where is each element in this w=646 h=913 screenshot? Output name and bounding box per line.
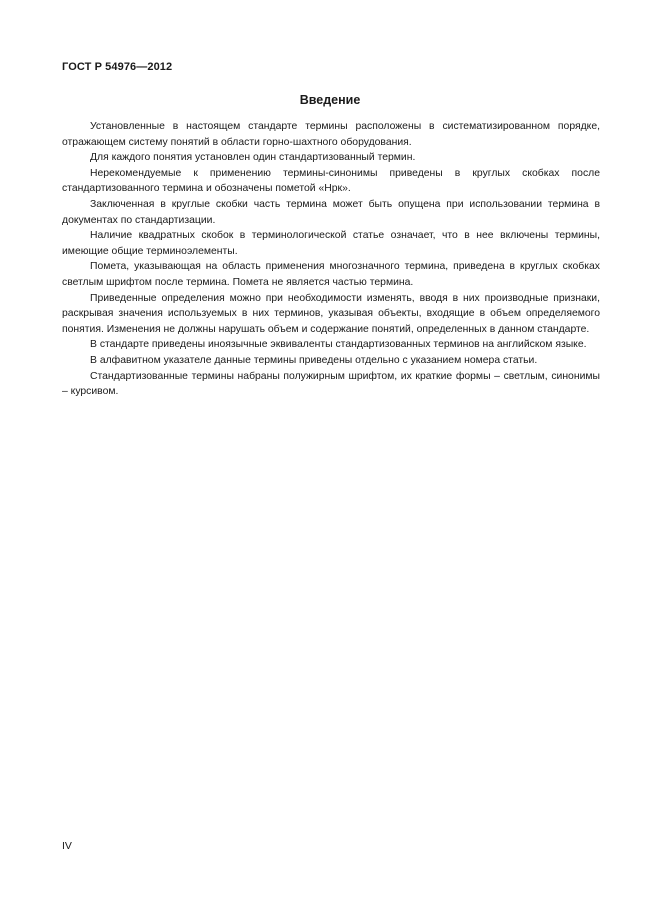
paragraph: В алфавитном указателе данные термины приведены отдельно с указанием номера статьи. bbox=[90, 354, 538, 366]
paragraph: Установленные в настоящем стандарте термины расположены в систематизированном порядке, отражающем систему понятий в области горно-шахтного оборудования. bbox=[62, 121, 600, 148]
paragraph: Стандартизованные термины набраны полужирным шрифтом, их краткие формы – светлым, синонимы – курсивом. bbox=[62, 370, 600, 398]
introduction-body bbox=[62, 119, 600, 400]
page-number: IV bbox=[62, 840, 72, 852]
paragraph: Для каждого понятия установлен один стандартизованный термин. bbox=[90, 152, 416, 164]
paragraph: Помета, указывающая на область применения многозначного термина, приведена в круглых скобках светлым шрифтом после термина. Помета не является частью термина. bbox=[62, 261, 600, 288]
paragraph: Наличие квадратных скобок в терминологической статье означает, что в нее включены термины, имеющие общие терминоэлементы. bbox=[62, 230, 600, 257]
paragraph: В стандарте приведены иноязычные эквиваленты стандартизованных терминов на английском языке. bbox=[90, 339, 587, 351]
section-title: Введение bbox=[299, 93, 361, 107]
document-code: ГОСТ Р 54976—2012 bbox=[62, 61, 173, 73]
paragraph: Заключенная в круглые скобки часть термина может быть опущена при использовании термина в документах по стандартизации. bbox=[62, 198, 600, 226]
paragraph: Приведенные определения можно при необходимости изменять, вводя в них производные признаки, раскрывая значения используемых в них терминов, указывая объекты, входящие в объем определяемого понятия. Изменения не должны нарушать объем и содержание понятий, определенных в данном стандарте. bbox=[62, 292, 600, 335]
paragraph: Нерекомендуемые к применению термины-синонимы приведены в круглых скобках после стандартизованного термина и обозначены пометой «Нрк». bbox=[62, 167, 600, 195]
